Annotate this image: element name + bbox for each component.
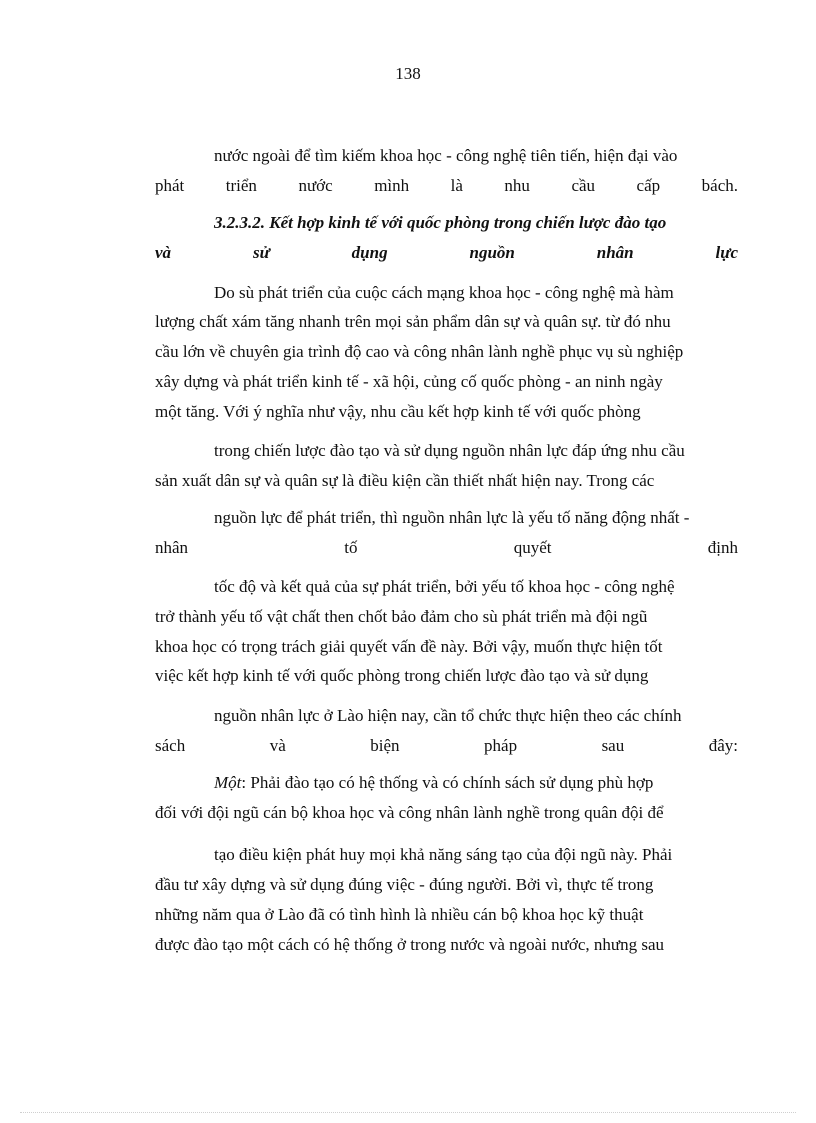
text-line: những năm qua ở Lào đã có tình hình là nhiều cán bộ khoa học kỹ thuật	[155, 905, 644, 924]
text-line: nhân tố quyết định	[155, 538, 738, 557]
text-line: một tăng. Với ý nghĩa như vậy, nhu cầu kết hợp kinh tế với quốc phòng	[155, 402, 641, 421]
page-number: 138	[395, 64, 421, 83]
text-line	[214, 772, 653, 794]
text-line: việc kết hợp kinh tế với quốc phòng trong chiến lược đào tạo và sử dụng	[155, 666, 649, 685]
text-line: được đào tạo một cách có hệ thống ở trong nước và ngoài nước, nhưng sau	[155, 935, 665, 954]
text-line: tốc độ và kết quả của sự phát triển, bởi yếu tố khoa học - công nghệ	[214, 577, 675, 596]
text-line: trở thành yếu tố vật chất then chốt bảo đảm cho sù phát triển mà đội ngũ	[155, 607, 648, 626]
text-line: tạo điều kiện phát huy mọi khả năng sáng tạo của đội ngũ này. Phải	[214, 845, 673, 864]
section-heading: 3.2.3.2. Kết hợp kinh tế với quốc phòng trong chiến lược đào tạo	[214, 213, 667, 232]
text-line: sách và biện pháp sau đây:	[155, 736, 738, 755]
text-line: đối với đội ngũ cán bộ khoa học và công nhân lành nghề trong quân đội để	[155, 803, 664, 822]
text-line: phát triển nước mình là nhu cầu cấp bách.	[155, 176, 738, 195]
text-span: : Phải đào tạo có hệ thống và có chính sách sử dụng phù hợp	[241, 773, 654, 792]
page-bottom-divider	[20, 1112, 796, 1113]
text-line: đầu tư xây dựng và sử dụng đúng việc - đúng người. Bởi vì, thực tế trong	[155, 875, 654, 894]
text-line: nguồn nhân lực ở Lào hiện nay, cần tổ chức thực hiện theo các chính	[214, 706, 682, 725]
text-line: khoa học có trọng trách giải quyết vấn đề này. Bởi vậy, muốn thực hiện tốt	[155, 637, 663, 656]
text-line: Do sù phát triển của cuộc cách mạng khoa học - công nghệ mà hàm	[214, 283, 674, 302]
section-heading: và sử dụng nguồn nhân lực	[155, 243, 738, 262]
enumeration-label: Một	[214, 773, 242, 792]
text-line: trong chiến lược đào tạo và sử dụng nguồn nhân lực đáp ứng nhu cầu	[214, 441, 685, 460]
text-line: sản xuất dân sự và quân sự là điều kiện cần thiết nhất hiện nay. Trong các	[155, 471, 655, 490]
text-line: lượng chất xám tăng nhanh trên mọi sản phẩm dân sự và quân sự. từ đó nhu	[155, 312, 671, 331]
text-line: xây dựng và phát triển kinh tế - xã hội, củng cố quốc phòng - an ninh ngày	[155, 372, 663, 391]
text-line: nước ngoài để tìm kiếm khoa học - công nghệ tiên tiến, hiện đại vào	[214, 146, 678, 165]
text-line: nguồn lực để phát triển, thì nguồn nhân lực là yếu tố năng động nhất -	[214, 508, 690, 527]
text-line: cầu lớn về chuyên gia trình độ cao và công nhân lành nghề phục vụ sù nghiệp	[155, 342, 684, 361]
